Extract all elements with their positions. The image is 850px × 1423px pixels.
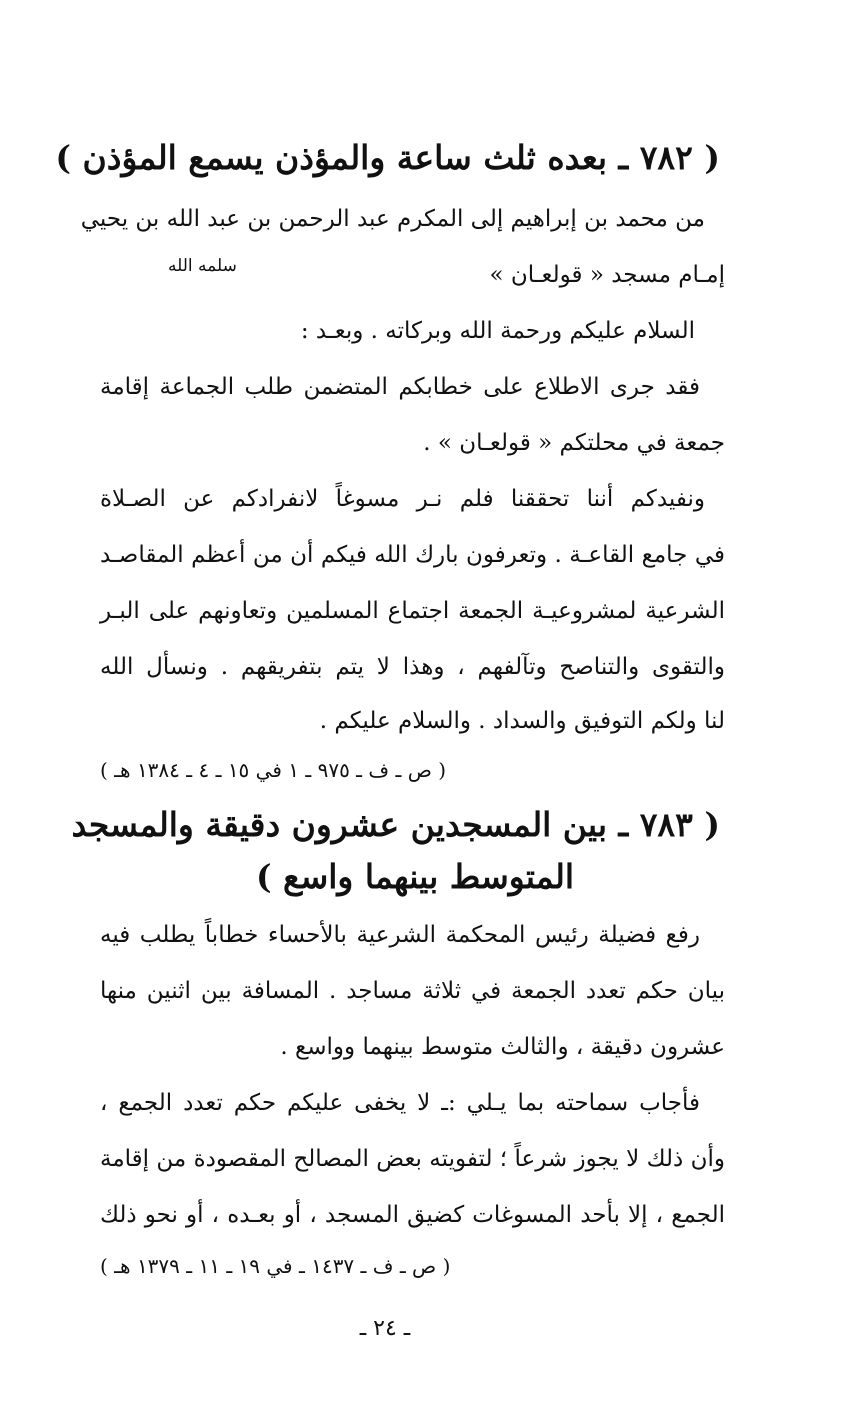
body-line: رفع فضيلة رئيس المحكمة الشرعية بالأحساء خطاباً يطلب فيه	[100, 922, 700, 948]
body-line: الشرعية لمشروعيـة الجمعة اجتماع المسلمين وتعاونهم على البـر	[100, 598, 725, 624]
body-line: الجمع ، إلا بأحد المسوغات كضيق المسجد ، أو بعـده ، أو نحو ذلك	[100, 1202, 725, 1228]
body-line: عشرون دقيقة ، والثالث متوسط بينهما وواسع .	[280, 1034, 725, 1060]
section-782-heading: ( ٧٨٢ ـ بعده ثلث ساعة والمؤذن يسمع المؤذن )	[55, 138, 720, 177]
reference-783: ( ص ـ ف ـ ١٤٣٧ ـ في ١٩ ـ ١١ ـ ١٣٧٩ هـ )	[100, 1254, 451, 1278]
body-line: ونفيدكم أننا تحققنا فلم نـر مسوغاً لانفرادكم عن الصـلاة	[100, 486, 705, 512]
body-line: فقد جرى الاطلاع على خطابكم المتضمن طلب الجماعة إقامة	[100, 374, 700, 400]
sender-line: من محمد بن إبراهيم إلى المكرم عبد الرحمن بن عبد الله بن يحيي	[80, 206, 705, 232]
section-783-heading-line-1: ( ٧٨٣ ـ بين المسجدين عشرون دقيقة والمسجد	[71, 805, 720, 844]
body-line: جمعة في محلتكم « قولعـان » .	[423, 430, 725, 456]
reference-782: ( ص ـ ف ـ ٩٧٥ ـ ١ في ١٥ ـ ٤ ـ ١٣٨٤ هـ )	[100, 758, 447, 782]
blessing-text: سلمه الله	[168, 256, 237, 276]
greeting-line: السلام عليكم ورحمة الله وبركاته . وبعـد :	[300, 318, 695, 344]
body-line: والتقوى والتناصح وتآلفهم ، وهذا لا يتم بتفريقهم . ونسأل الله	[100, 654, 725, 680]
body-line: فأجاب سماحته بما يـلي :ـ لا يخفى عليكم حكم تعدد الجمع ،	[100, 1090, 700, 1116]
body-line: بيان حكم تعدد الجمعة في ثلاثة مساجد . المسافة بين اثنين منها	[100, 978, 725, 1004]
recipient-line: إمـام مسجد « قولعـان »	[489, 262, 725, 288]
body-line: في جامع القاعـة . وتعرفون بارك الله فيكم أن من أعظم المقاصـد	[100, 542, 725, 568]
page-number: ـ ٢٤ ـ	[359, 1316, 411, 1341]
section-783-heading-line-2: المتوسط بينهما واسع )	[255, 857, 575, 896]
body-line: وأن ذلك لا يجوز شرعاً ؛ لتفويته بعض المصالح المقصودة من إقامة	[100, 1146, 725, 1172]
body-line: لنا ولكم التوفيق والسداد . والسلام عليكم .	[319, 708, 725, 734]
